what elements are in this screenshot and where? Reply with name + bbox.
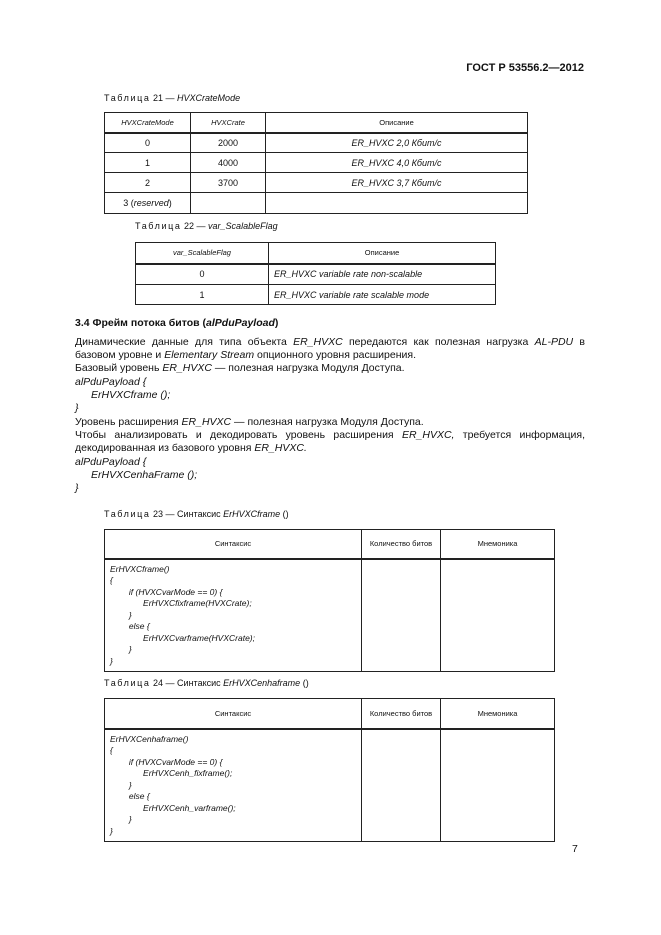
table-24-header-mnemonic: Мнемоника bbox=[441, 699, 555, 729]
text-run: — полезная нагрузка Модуля Доступа. bbox=[211, 362, 405, 374]
section-name: alPduPayload bbox=[206, 317, 275, 329]
table-23 bbox=[104, 529, 555, 672]
table-cell bbox=[441, 559, 555, 672]
text-run: AL-PDU bbox=[534, 336, 574, 348]
caption-name: ErHVXCframe bbox=[223, 509, 281, 519]
code-line: } bbox=[75, 402, 79, 414]
caption-name: ErHVXCenhaframe bbox=[223, 678, 301, 688]
page-number: 7 bbox=[572, 843, 578, 855]
caption-word: Таблица bbox=[104, 509, 151, 519]
table-cell bbox=[362, 559, 441, 672]
table-cell bbox=[441, 729, 555, 842]
table-21-caption bbox=[104, 93, 240, 103]
code-line: alPduPayload { bbox=[75, 376, 147, 388]
text-run: передаются как полезная нагрузка bbox=[342, 336, 535, 348]
caption-text: Синтаксис bbox=[177, 509, 221, 519]
text-run: Динамические данные для типа объекта bbox=[75, 336, 294, 348]
table-cell: 3700 bbox=[191, 173, 266, 193]
table-24-header-bits: Количество битов bbox=[362, 699, 441, 729]
paragraph-1-line-1 bbox=[75, 336, 585, 350]
table-23-header-mnemonic: Мнемоника bbox=[441, 530, 555, 559]
table-row bbox=[105, 173, 528, 193]
caption-number: 23 — bbox=[153, 509, 175, 519]
table-cell: 1 bbox=[136, 285, 269, 305]
caption-tail: () bbox=[280, 509, 289, 519]
caption-word: Таблица bbox=[104, 678, 151, 688]
table-24-header-syntax: Синтаксис bbox=[105, 699, 362, 729]
table-23-caption bbox=[104, 509, 289, 519]
text-run: — полезная нагрузка Модуля Доступа. bbox=[231, 416, 424, 428]
table-row bbox=[105, 133, 528, 153]
code-line: ErHVXCframe (); bbox=[91, 389, 171, 401]
table-cell bbox=[362, 729, 441, 842]
table-22-caption bbox=[135, 221, 278, 231]
table-22-header-flag: var_ScalableFlag bbox=[136, 243, 269, 264]
text-run: ER_HVXC bbox=[181, 416, 232, 428]
text-run: ER_HVXC bbox=[162, 362, 212, 374]
syntax-code: ErHVXCframe() { if (HVXCvarMode == 0) { ErHVXCfixframe(HVXCrate); } else { ErHVXCvarframe(HVXCrate); } } bbox=[105, 559, 362, 672]
paragraph-1-line-2 bbox=[75, 349, 585, 363]
caption-name: var_ScalableFlag bbox=[208, 221, 278, 231]
text-run: требуется информация, bbox=[454, 429, 585, 441]
table-21-header-rate: HVXCrate bbox=[191, 113, 266, 133]
syntax-code: ErHVXCenhaframe() { if (HVXCvarMode == 0) { ErHVXCenh_fixframe(); } else { ErHVXCenh_varframe(); } } bbox=[105, 729, 362, 842]
table-cell: ER_HVXC 4,0 Кбит/с bbox=[266, 153, 528, 173]
table-21-header-description: Описание bbox=[266, 113, 528, 133]
table-cell: 0 bbox=[136, 264, 269, 285]
table-row bbox=[136, 264, 496, 285]
table-21 bbox=[104, 112, 528, 214]
table-cell: ER_HVXC 2,0 Кбит/с bbox=[266, 133, 528, 153]
text-run: декодированная из базового уровня bbox=[75, 442, 255, 454]
text-run: опционного уровня расширения. bbox=[254, 349, 416, 361]
table-row bbox=[105, 729, 555, 842]
code-line: ErHVXCenhaFrame (); bbox=[91, 469, 198, 481]
table-cell bbox=[105, 193, 191, 214]
caption-number: 22 — bbox=[184, 221, 206, 231]
table-cell: 4000 bbox=[191, 153, 266, 173]
table-cell bbox=[266, 193, 528, 214]
table-cell: 0 bbox=[105, 133, 191, 153]
table-row bbox=[136, 285, 496, 305]
paragraph-2 bbox=[75, 362, 585, 376]
cell-text: ) bbox=[168, 198, 172, 208]
caption-word: Таблица bbox=[135, 221, 182, 231]
text-run: ER_HVXC. bbox=[254, 442, 307, 454]
table-24-caption bbox=[104, 678, 309, 688]
text-run: Elementary Stream bbox=[164, 349, 255, 361]
cell-text: 3 ( bbox=[123, 198, 134, 208]
table-cell: 1 bbox=[105, 153, 191, 173]
text-run: Базовый уровень bbox=[75, 362, 163, 374]
text-run: ER_HVXC bbox=[293, 336, 343, 348]
cell-text: reserved bbox=[133, 198, 169, 208]
section-heading bbox=[75, 317, 278, 329]
table-row bbox=[105, 193, 528, 214]
table-cell: ER_HVXC variable rate scalable mode bbox=[269, 285, 496, 305]
caption-name: HVXCrateMode bbox=[177, 93, 241, 103]
table-cell: ER_HVXC 3,7 Кбит/с bbox=[266, 173, 528, 193]
table-cell: ER_HVXC variable rate non-scalable bbox=[269, 264, 496, 285]
text-run: Чтобы анализировать и декодировать уровень расширения bbox=[75, 429, 402, 441]
table-cell: 2000 bbox=[191, 133, 266, 153]
text-run: Уровень расширения bbox=[75, 416, 182, 428]
table-cell: 2 bbox=[105, 173, 191, 193]
table-21-header-mode: HVXCrateMode bbox=[105, 113, 191, 133]
table-22 bbox=[135, 242, 496, 305]
table-22-header-description: Описание bbox=[269, 243, 496, 264]
paragraph-3 bbox=[75, 416, 585, 430]
table-cell bbox=[191, 193, 266, 214]
caption-tail: () bbox=[300, 678, 309, 688]
section-number: 3.4 Фрейм потока битов ( bbox=[75, 317, 207, 329]
text-run: ER_HVXC, bbox=[401, 429, 455, 441]
paragraph-4-line-1 bbox=[75, 429, 585, 443]
paragraph-4-line-2 bbox=[75, 442, 585, 456]
text-run: в bbox=[573, 336, 585, 348]
table-23-header-syntax: Синтаксис bbox=[105, 530, 362, 559]
table-row bbox=[105, 153, 528, 173]
caption-number: 24 — bbox=[153, 678, 175, 688]
code-line: } bbox=[75, 482, 79, 494]
document-standard-header: ГОСТ Р 53556.2—2012 bbox=[466, 62, 584, 74]
caption-number: 21 — bbox=[153, 93, 175, 103]
table-24 bbox=[104, 698, 555, 842]
caption-text: Синтаксис bbox=[177, 678, 221, 688]
caption-word: Таблица bbox=[104, 93, 151, 103]
table-row bbox=[105, 559, 555, 672]
table-23-header-bits: Количество битов bbox=[362, 530, 441, 559]
section-close: ) bbox=[274, 317, 279, 329]
text-run: базовом уровне и bbox=[75, 349, 165, 361]
code-line: alPduPayload { bbox=[75, 456, 147, 468]
